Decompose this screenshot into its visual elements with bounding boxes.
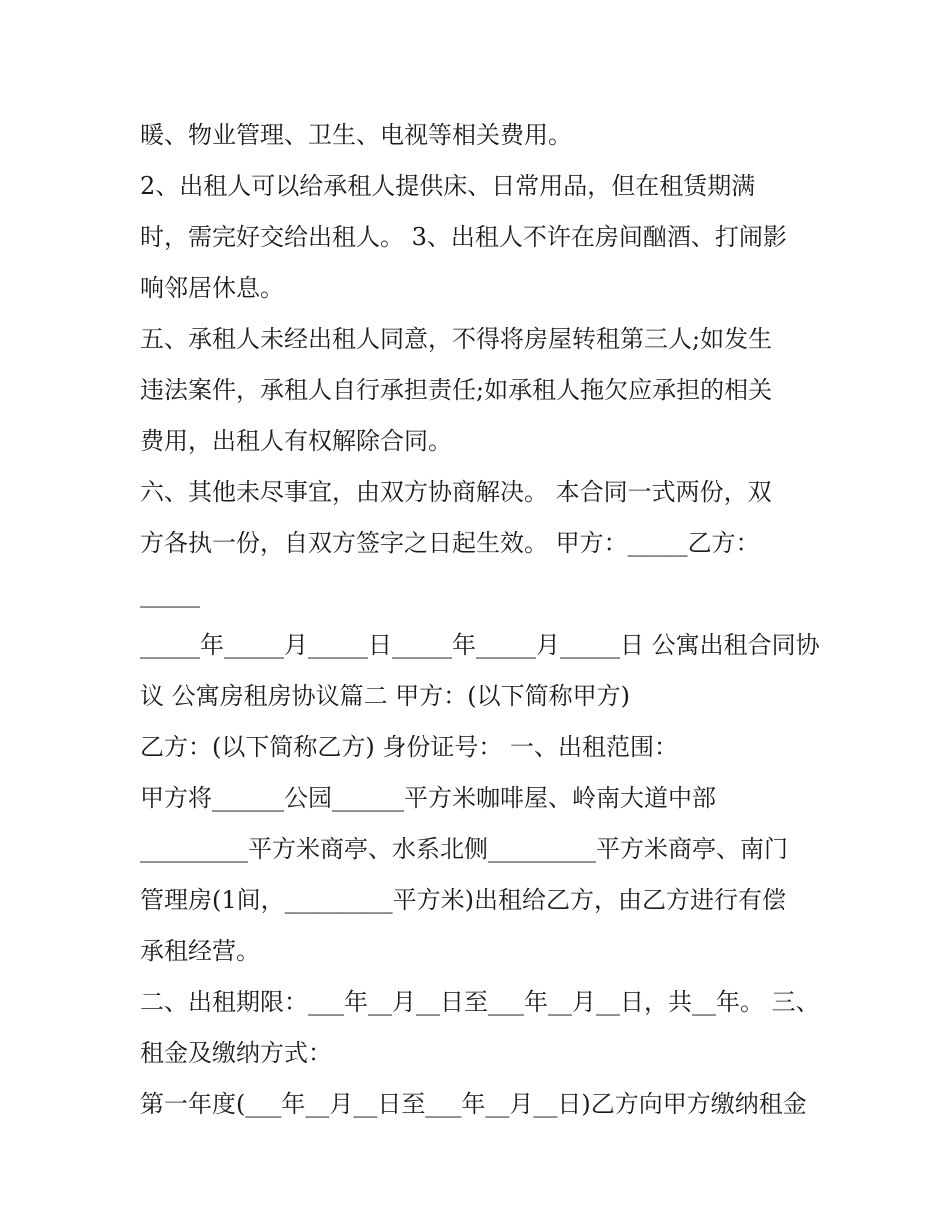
text-line-3: 时，需完好交给出租人。 3、出租人不许在房间酗酒、打闹影 bbox=[140, 223, 787, 251]
text-line-14: 甲方将______公园______平方米咖啡屋、岭南大道中部 bbox=[140, 784, 716, 812]
text-line-5: 五、承租人未经出租人同意，不得将房屋转租第三人;如发生 bbox=[140, 325, 773, 353]
text-line-16: 管理房(1间，_________平方米)出租给乙方，由乙方进行有偿 bbox=[140, 886, 786, 914]
text-line-8: 六、其他未尽事宜，由双方协商解决。 本合同一式两份，双 bbox=[140, 478, 772, 506]
text-line-10: _____ bbox=[140, 580, 200, 608]
text-line-18: 二、出租期限：___年__月__日至___年__月__日，共__年。 三、 bbox=[140, 988, 820, 1016]
text-line-15: _________平方米商亭、水系北侧_________平方米商亭、南门 bbox=[140, 835, 788, 863]
text-line-9: 方各执一份，自双方签字之日起生效。 甲方：_____乙方： bbox=[140, 529, 760, 557]
text-line-4: 响邻居休息。 bbox=[140, 274, 284, 302]
text-line-11: _____年_____月_____日_____年_____月_____日 公寓出租合同协 bbox=[140, 631, 820, 659]
text-line-7: 费用，出租人有权解除合同。 bbox=[140, 427, 452, 455]
text-line-17: 承租经营。 bbox=[140, 937, 260, 965]
text-line-20: 第一年度(___年__月__日至___年__月__日)乙方向甲方缴纳租金 bbox=[140, 1090, 807, 1118]
text-line-19: 租金及缴纳方式： bbox=[140, 1039, 332, 1067]
contract-text bbox=[140, 110, 820, 1130]
text-line-12: 议 公寓房租房协议篇二 甲方：(以下简称甲方) bbox=[140, 682, 630, 710]
text-line-13: 乙方：(以下简称乙方) 身份证号： 一、出租范围： bbox=[140, 733, 678, 761]
text-line-1: 暖、物业管理、卫生、电视等相关费用。 bbox=[140, 121, 572, 149]
text-line-2: 2、出租人可以给承租人提供床、日常用品，但在租赁期满 bbox=[140, 172, 756, 200]
text-line-6: 违法案件，承租人自行承担责任;如承租人拖欠应承担的相关 bbox=[140, 376, 773, 404]
